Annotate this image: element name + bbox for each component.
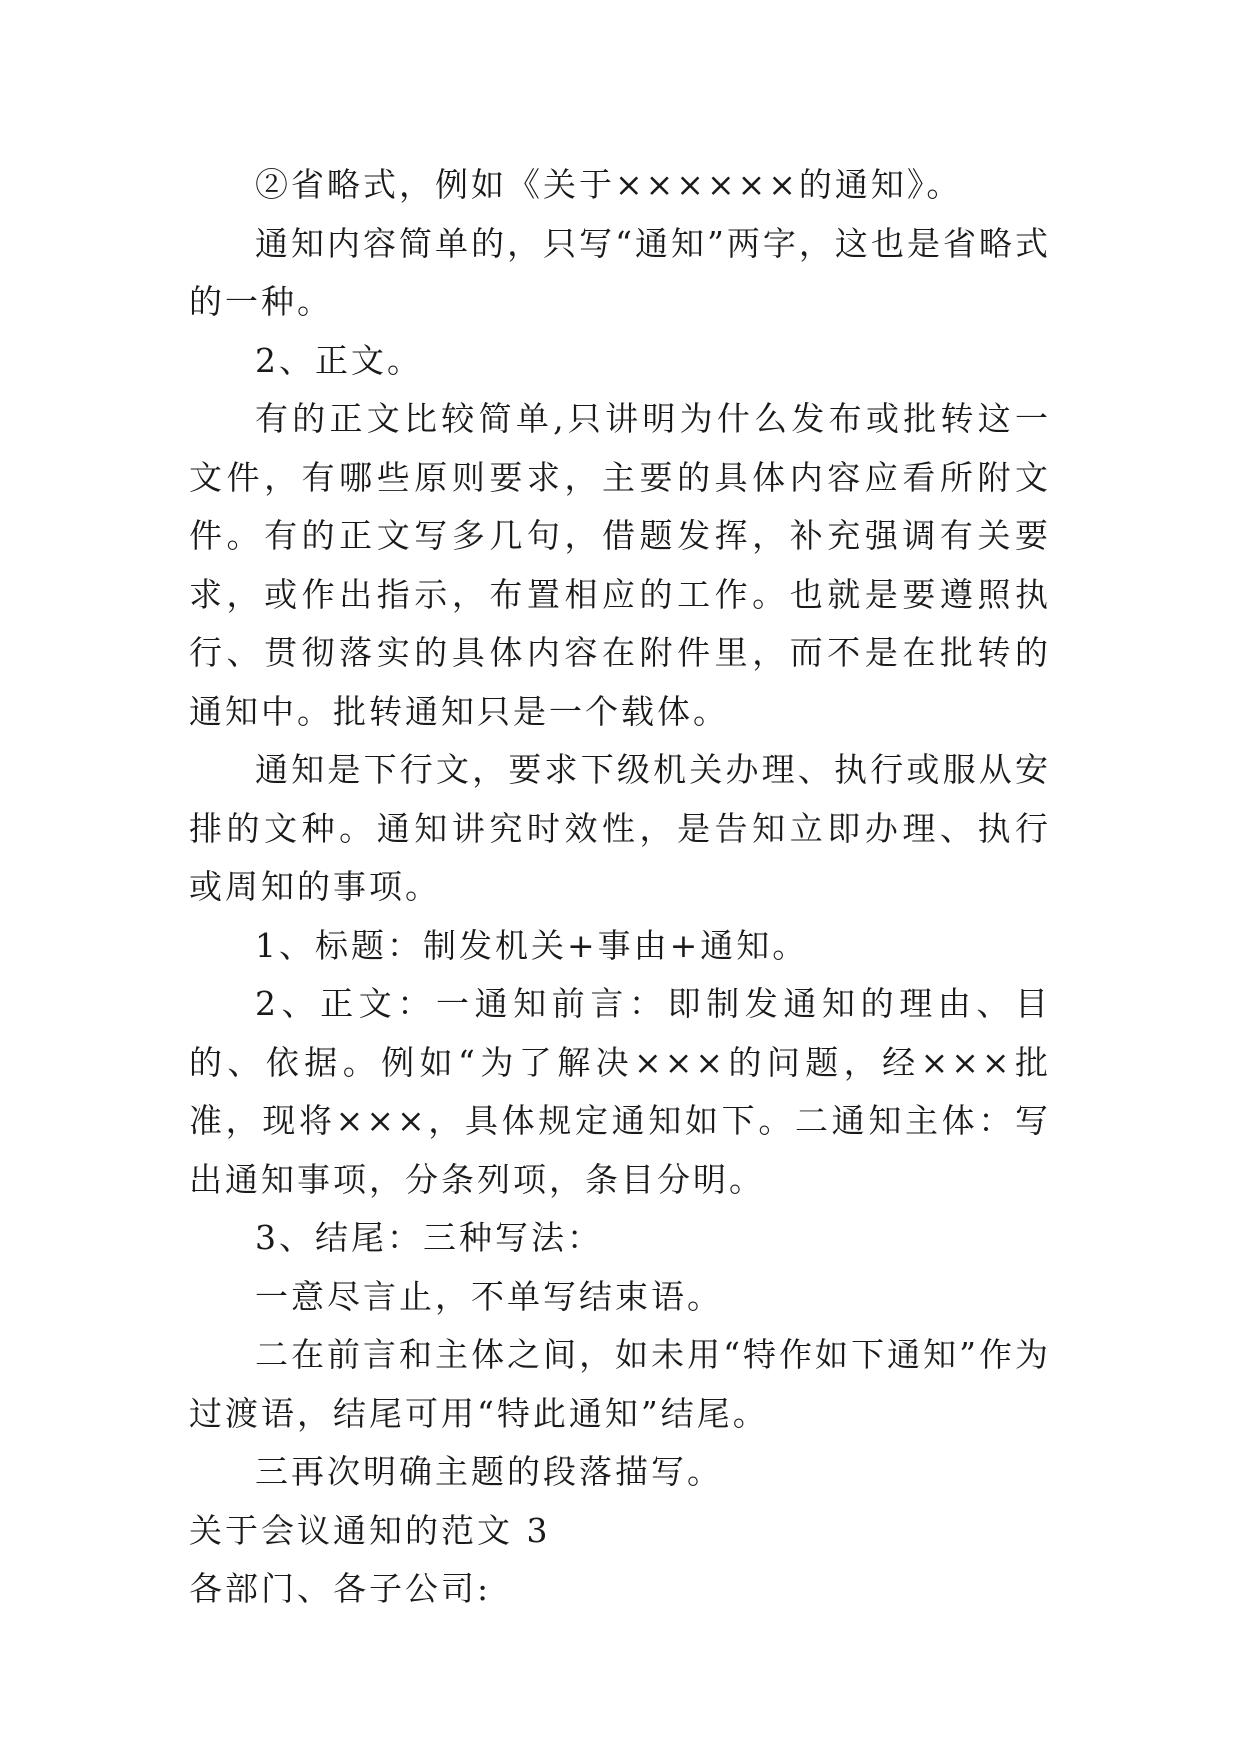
document-body [189, 156, 1051, 1619]
section-title: 关于会议通知的范文 3 [189, 1510, 551, 1550]
paragraph-title-rule: 1、标题：制发机关+事由+通知。 [255, 925, 809, 965]
paragraph-simple-notice: 通知内容简单的，只写“通知”两字，这也是省略式的一种。 [189, 223, 1051, 321]
paragraph-body-heading: 2、正文。 [255, 340, 423, 380]
paragraph-ending-two: 二在前言和主体之间，如未用“特作如下通知”作为过渡语，结尾可用“特此通知”结尾。 [189, 1335, 1051, 1433]
paragraph-ending-one: 一意尽言止，不单写结束语。 [255, 1276, 723, 1316]
paragraph-notice-definition: 通知是下行文，要求下级机关办理、执行或服从安排的文种。通知讲究时效性，是告知立即办理、执行或周知的事项。 [189, 750, 1051, 906]
paragraph-body-rule: 2、正文：一通知前言：即制发通知的理由、目的、依据。例如“为了解决×××的问题，经×××批准，现将×××，具体规定通知如下。二通知主体：写出通知事项，分条列项，条目分明。 [189, 984, 1051, 1199]
paragraph-body-description: 有的正文比较简单,只讲明为什么发布或批转这一文件，有哪些原则要求，主要的具体内容应看所附文件。有的正文写多几句，借题发挥，补充强调有关要求，或作出指示，布置相应的工作。也就是要遵照执行、贯彻落实的具体内容在附件里，而不是在批转的通知中。批转通知只是一个载体。 [189, 399, 1051, 731]
salutation: 各部门、各子公司: [189, 1569, 492, 1608]
paragraph-ending-three: 三再次明确主题的段落描写。 [255, 1452, 723, 1491]
paragraph-abbreviated-form: ②省略式，例如《关于××××××的通知》。 [255, 165, 963, 204]
paragraph-ending-rule: 3、结尾：三种写法： [255, 1218, 603, 1257]
